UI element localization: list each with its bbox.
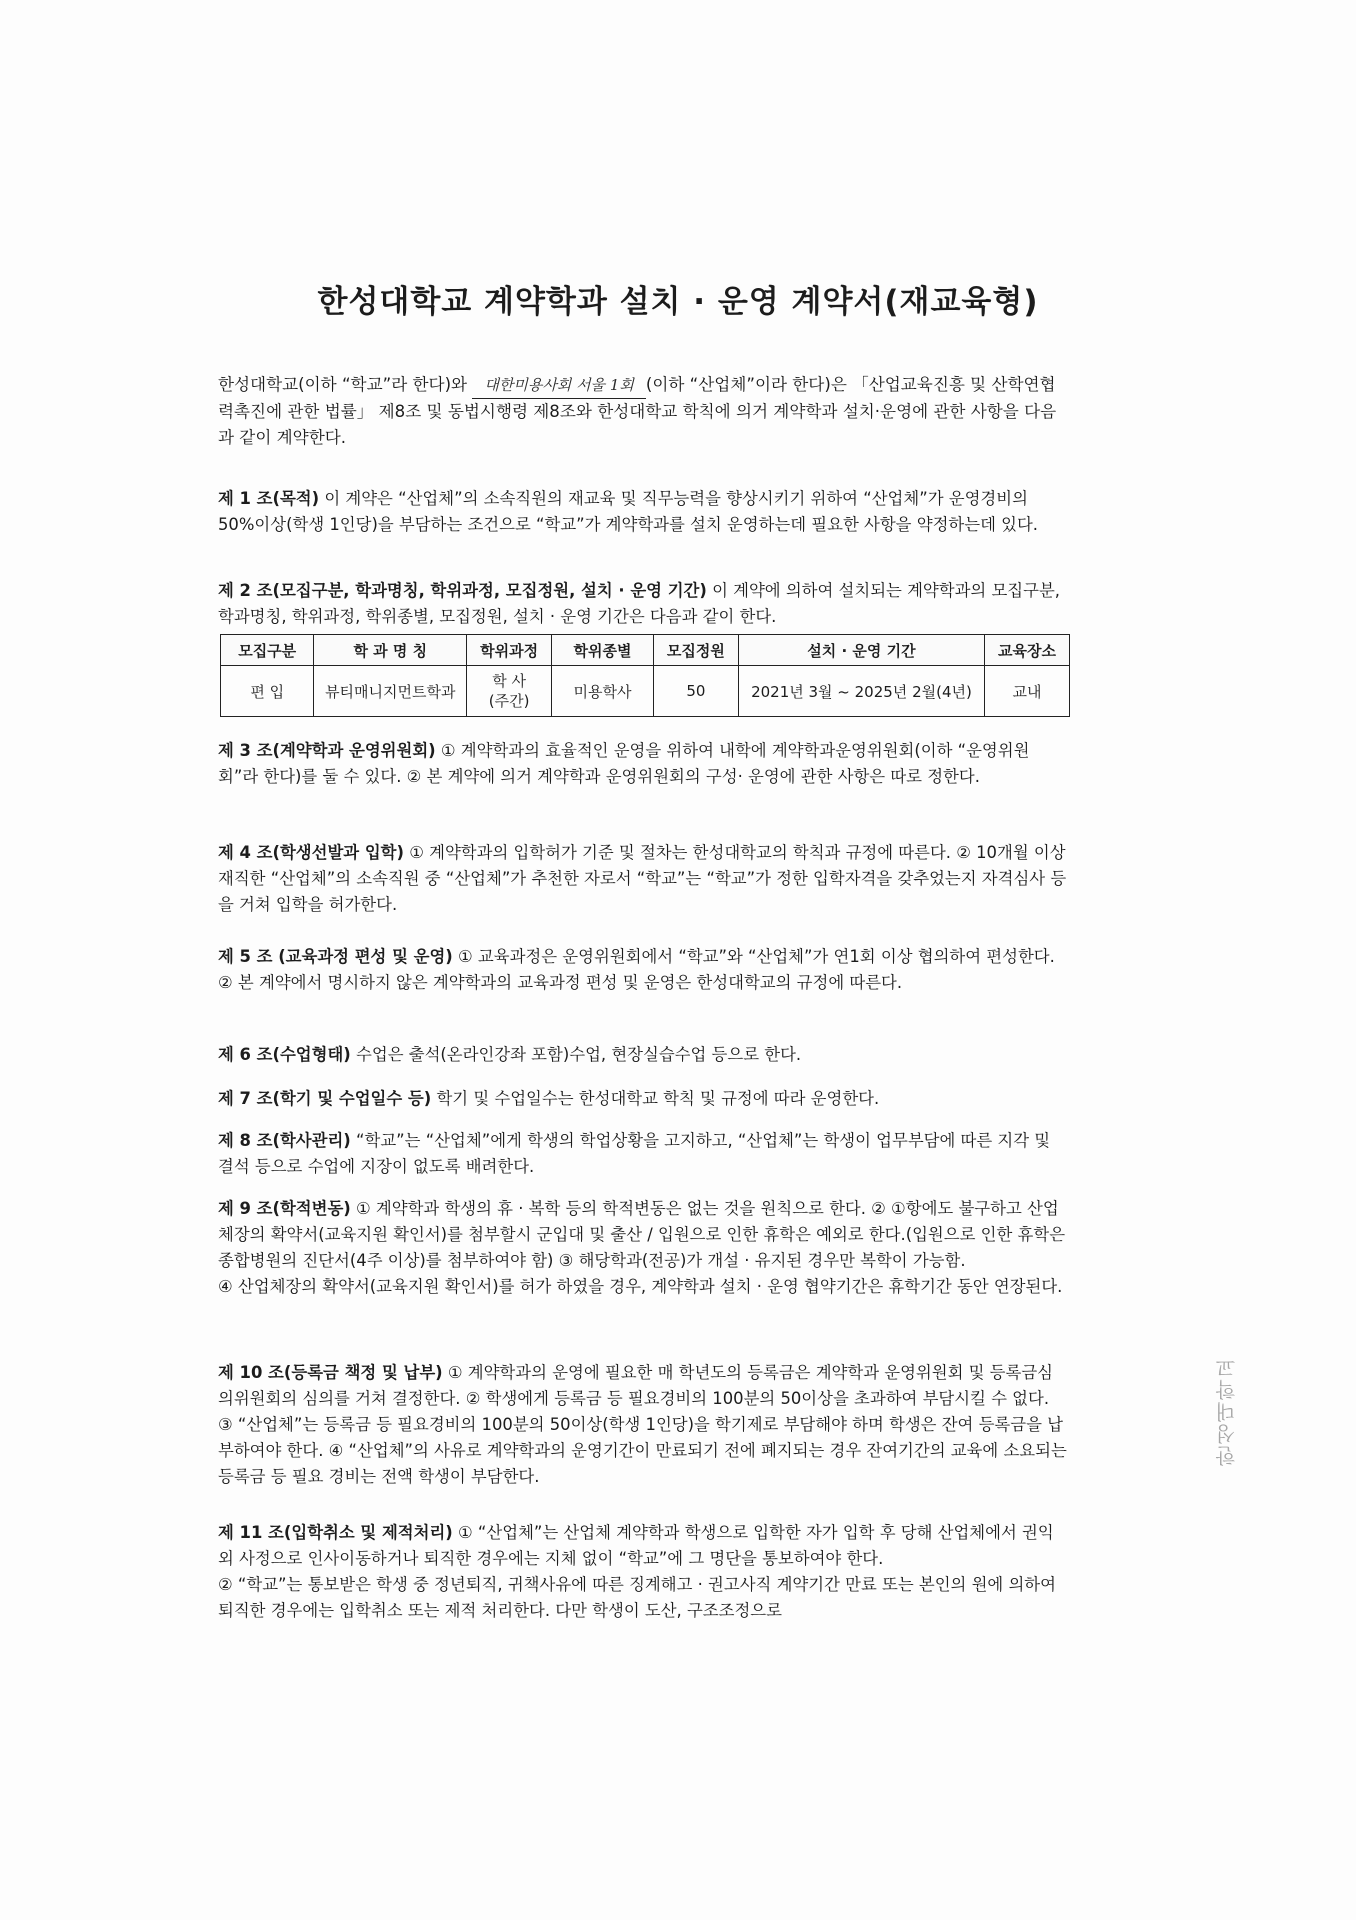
- article-11: [218, 1520, 1068, 1624]
- table-row: [221, 666, 1070, 717]
- table-header: 학 과 명 칭: [314, 635, 467, 666]
- article-6-body: 수업은 출석(온라인강좌 포함)수업, 현장실습수업 등으로 한다.: [350, 1045, 802, 1064]
- article-2: [218, 578, 1068, 630]
- article-9-body: ① 계약학과 학생의 휴 · 복학 등의 학적변동은 없는 것을 원칙으로 한다. ② ①항에도 불구하고 산업체장의 확약서(교육지원 확인서)를 첨부할시 군입대 및 출산 / 입원으로 인한 휴학은 예외로 한다.(입원으로 인한 휴학은 종합병원의 진단서(4주 이상)를 첨부하여야 함) ③ 해당학과(전공)가 개설 · 유지된 경우만 복학이 가능함.: [218, 1199, 1066, 1270]
- table-cell: 미용학사: [552, 666, 654, 717]
- article-9-heading: 제 9 조(학적변동): [218, 1199, 351, 1218]
- program-table: [220, 634, 1070, 717]
- article-9: [218, 1196, 1068, 1300]
- article-7-heading: 제 7 조(학기 및 수업일수 등): [218, 1089, 432, 1108]
- article-1-body: 이 계약은 “산업체”의 소속직원의 재교육 및 직무능력을 향상시키기 위하여 “산업체”가 운영경비의 50%이상(학생 1인당)을 부담하는 조건으로 “학교”가 계약학과를 설치 운영하는데 필요한 사항을 약정하는데 있다.: [218, 489, 1038, 534]
- table-header: 설치 · 운영 기간: [738, 635, 984, 666]
- article-8-heading: 제 8 조(학사관리): [218, 1131, 351, 1150]
- table-header-row: [221, 635, 1070, 666]
- article-10-heading: 제 10 조(등록금 책정 및 납부): [218, 1363, 443, 1382]
- article-3-body: ① 계약학과의 효율적인 운영을 위하여 내학에 계약학과운영위원회(이하 “운영위원회”라 한다)를 둘 수 있다. ② 본 계약에 의거 계약학과 운영위원회의 구성· 운영에 관한 사항은 따로 정한다.: [218, 741, 1030, 786]
- table-cell: 교내: [985, 666, 1070, 717]
- article-7: [218, 1086, 1068, 1112]
- article-4: [218, 840, 1068, 918]
- table-cell: 2021년 3월 ~ 2025년 2월(4년): [738, 666, 984, 717]
- article-8-body: “학교”는 “산업체”에게 학생의 학업상황을 고지하고, “산업체”는 학생이 업무부담에 따른 지각 및 결석 등으로 수업에 지장이 없도록 배려한다.: [218, 1131, 1051, 1176]
- handwritten-company-name: 대한미용사회 서울 1회: [472, 372, 646, 399]
- article-1: [218, 486, 1068, 538]
- article-11-heading: 제 11 조(입학취소 및 제적처리): [218, 1523, 453, 1542]
- article-7-body: 학기 및 수업일수는 한성대학교 학칙 및 규정에 따라 운영한다.: [431, 1089, 880, 1108]
- table-cell: 편 입: [221, 666, 314, 717]
- article-8: [218, 1128, 1068, 1180]
- article-6-heading: 제 6 조(수업형태): [218, 1045, 351, 1064]
- intro-part1: 한성대학교(이하 “학교”라 한다)와: [218, 375, 468, 394]
- intro-part2: (이하 “산업체”이라 한다)은 「산업교육진흥 및 산학연협력촉진에 관한 법률」 제8조 및 동법시행령 제8조와 한성대학교 학칙에 의거 계약학과 설치·운영에 관한 사항을 다음과 같이 계약한다.: [218, 375, 1057, 447]
- article-11-extra: ② “학교”는 통보받은 학생 중 정년퇴직, 귀책사유에 따른 징계해고 · 권고사직 계약기간 만료 또는 본인의 원에 의하여 퇴직한 경우에는 입학취소 또는 제적 처리한다. 다만 학생이 도산, 구조조정으로: [218, 1575, 1056, 1620]
- article-1-heading: 제 1 조(목적): [218, 489, 320, 508]
- table-header: 학위과정: [467, 635, 552, 666]
- article-5: [218, 944, 1068, 996]
- intro-paragraph: [218, 372, 1068, 451]
- table-header: 학위종별: [552, 635, 654, 666]
- document-title: 한성대학교 계약학과 설치 · 운영 계약서(재교육형): [317, 284, 1039, 320]
- table-header: 모집정원: [653, 635, 738, 666]
- seal-stamp: 한성대학교: [1215, 1356, 1239, 1466]
- article-10-body: ① 계약학과의 운영에 필요한 매 학년도의 등록금은 계약학과 운영위원회 및 등록금심의위원회의 심의를 거쳐 결정한다. ② 학생에게 등록금 등 필요경비의 100분의 50이상을 초과하여 부담시킬 수 없다. ③ “산업체”는 등록금 등 필요경비의 100분의 50이상(학생 1인당)을 학기제로 부담해야 하며 학생은 잔여 등록금을 납부하여야 한다. ④ “산업체”의 사유로 계약학과의 운영기간이 만료되기 전에 폐지되는 경우 잔여기간의 교육에 소요되는 등록금 등 필요 경비는 전액 학생이 부담한다.: [218, 1363, 1067, 1486]
- article-5-body: ① 교육과정은 운영위원회에서 “학교”와 “산업체”가 연1회 이상 협의하여 편성한다. ② 본 계약에서 명시하지 않은 계약학과의 교육과정 편성 및 운영은 한성대학교의 규정에 따른다.: [218, 947, 1055, 992]
- article-6: [218, 1042, 1068, 1068]
- article-4-body: ① 계약학과의 입학허가 기준 및 절차는 한성대학교의 학칙과 규정에 따른다. ② 10개월 이상 재직한 “산업체”의 소속직원 중 “산업체”가 추천한 자로서 “학교”는 “학교”가 정한 입학자격을 갖추었는지 자격심사 등을 거쳐 입학을 허가한다.: [218, 843, 1067, 914]
- table-header: 교육장소: [985, 635, 1070, 666]
- table-cell: 학 사 (주간): [467, 666, 552, 717]
- table-cell: 뷰티매니지먼트학과: [314, 666, 467, 717]
- article-4-heading: 제 4 조(학생선발과 입학): [218, 843, 405, 862]
- table-header: 모집구분: [221, 635, 314, 666]
- article-2-heading: 제 2 조(모집구분, 학과명칭, 학위과정, 모집정원, 설치 · 운영 기간): [218, 581, 707, 600]
- article-10: [218, 1360, 1068, 1490]
- article-5-heading: 제 5 조 (교육과정 편성 및 운영): [218, 947, 453, 966]
- article-11-body: ① “산업체”는 산업체 계약학과 학생으로 입학한 자가 입학 후 당해 산업체에서 권익 외 사정으로 인사이동하거나 퇴직한 경우에는 지체 없이 “학교”에 그 명단을 통보하여야 한다.: [218, 1523, 1054, 1568]
- article-3-heading: 제 3 조(계약학과 운영위원회): [218, 741, 436, 760]
- article-9-extra: ④ 산업체장의 확약서(교육지원 확인서)를 허가 하였을 경우, 계약학과 설치 · 운영 협약기간은 휴학기간 동안 연장된다.: [218, 1277, 1063, 1296]
- table-cell: 50: [653, 666, 738, 717]
- article-3: [218, 738, 1068, 790]
- article-2-body: 이 계약에 의하여 설치되는 계약학과의 모집구분, 학과명칭, 학위과정, 학위종별, 모집정원, 설치 · 운영 기간은 다음과 같이 한다.: [218, 581, 1061, 626]
